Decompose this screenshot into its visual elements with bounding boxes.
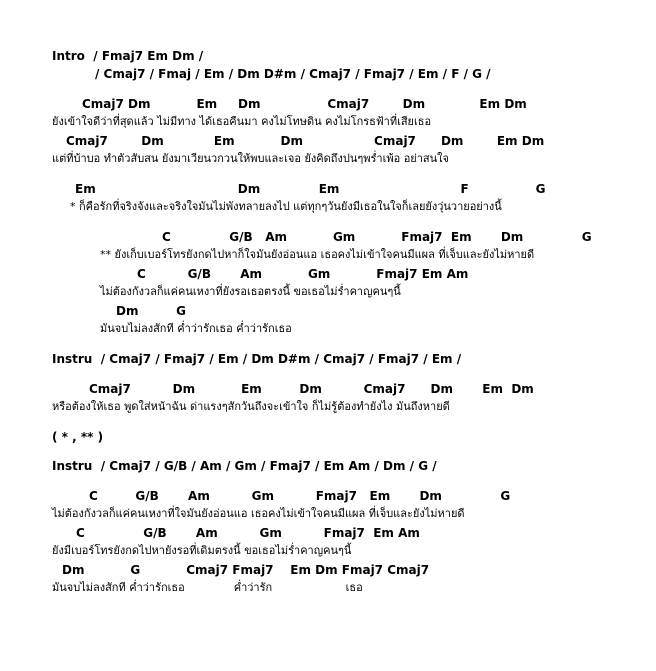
chord-line: Dm G Cmaj7 Fmaj7 Em Dm Fmaj7 Cmaj7 <box>62 563 430 577</box>
repeat-marker: ( * , ** ) <box>52 430 104 444</box>
chord-line: Cmaj7 Dm Em Dm Cmaj7 Dm Em Dm <box>89 382 534 396</box>
lyric-line: แต่ที่บ้าบอ ทำตัวสับสน ยังมาเวียนวกวนให้พบและเจอ ยังคิดถึงปนๆพร่ำเพ้อ อย่าสนใจ <box>52 152 449 165</box>
lyric-line: ยังเข้าใจดีว่าที่สุดแล้ว ไม่มีทาง ได้เธอคืนมา คงไม่โทษดิน คงไม่โกรธฟ้าที่เสียเธอ <box>52 115 432 128</box>
chord-line: Dm G <box>116 304 186 318</box>
chord-line: C G/B Am Gm Fmaj7 Em Dm G <box>89 489 511 503</box>
instru-line: Instru / Cmaj7 / G/B / Am / Gm / Fmaj7 / Em Am / Dm / G / <box>52 459 437 473</box>
lyric-line: ยังมีเบอร์โทรยังกดไปหายังรอที่เดิมตรงนี้ ขอเธอไม่ร่ำคาญคนๆนี้ <box>52 544 352 557</box>
intro-progression-line: / Cmaj7 / Fmaj / Em / Dm D#m / Cmaj7 / Fmaj7 / Em / F / G / <box>95 67 491 81</box>
lyric-line: ไม่ต้องกังวลก็แค่คนเหงาที่ใจมันยังอ่อนแอ เธอคงไม่เข้าใจคนมีแผล ที่เจ็บและยังไม่หายดี <box>52 507 465 520</box>
chord-line: C G/B Am Gm Fmaj7 Em Am <box>76 526 420 540</box>
intro-line: Intro / Fmaj7 Em Dm / <box>52 49 204 63</box>
chord-line: Cmaj7 Dm Em Dm Cmaj7 Dm Em Dm <box>82 97 527 111</box>
instru-line: Instru / Cmaj7 / Fmaj7 / Em / Dm D#m / Cmaj7 / Fmaj7 / Em / <box>52 352 462 366</box>
lyric-line: มันจบไม่ลงสักที ค่ำว่ารักเธอ ค่ำว่ารัก เธอ <box>52 581 363 594</box>
chord-line: C G/B Am Gm Fmaj7 Em Dm G <box>162 230 592 244</box>
lyric-line: หรือต้องให้เธอ พูดใส่หน้าฉัน ด่าแรงๆสักวันถึงจะเข้าใจ ก็ไม่รู้ต้องทำยังไง มันถึงหายดี <box>52 400 450 413</box>
lyric-line: ไม่ต้องกังวลก็แค่คนเหงาที่ยังรอเธอตรงนี้ ขอเธอไม่ร่ำคาญคนๆนี้ <box>100 285 401 298</box>
chord-line: C G/B Am Gm Fmaj7 Em Am <box>137 267 469 281</box>
lyric-line: * ก็คือรักที่จริงจังและจริงใจมันไม่พังทลายลงไป แต่ทุกๆวันยังมีเธอในใจก็เลยยังวุ่นวายอย่างนี้ <box>70 200 502 213</box>
chord-line: Em Dm Em F G <box>75 182 546 196</box>
lyric-line: มันจบไม่ลงสักที ค่ำว่ารักเธอ ค่ำว่ารักเธอ <box>100 322 292 335</box>
chord-line: Cmaj7 Dm Em Dm Cmaj7 Dm Em Dm <box>66 134 545 148</box>
lyric-line: ** ยังเก็บเบอร์โทรยังกดไปหาก็ใจมันยังอ่อนแอ เธอคงไม่เข้าใจคนมีแผล ที่เจ็บและยังไม่หายดี <box>100 248 535 261</box>
